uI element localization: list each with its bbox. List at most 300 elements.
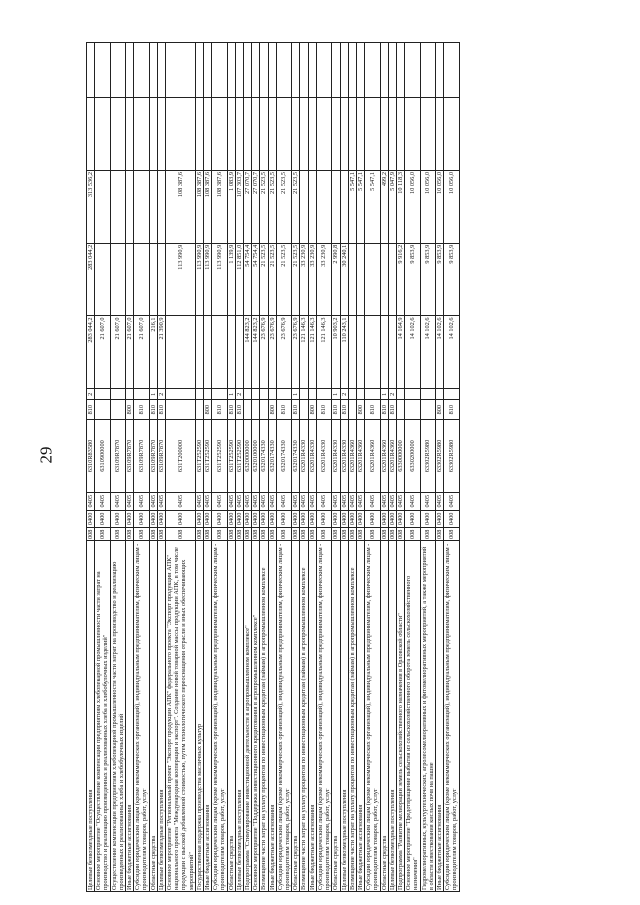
cell-row-name: Целевые безвозмездные поступления <box>157 541 165 892</box>
cell-value-2021: 21 523,5 <box>276 243 291 316</box>
cell-value-col-5 <box>252 98 260 171</box>
cell-value-2022 <box>340 170 348 243</box>
cell-subsection-code: 0405 <box>260 492 268 510</box>
cell-expense-type <box>95 400 110 420</box>
cell-row-name: Целевые безвозмездные поступления <box>340 541 348 892</box>
cell-expense-type: 810 <box>316 400 331 420</box>
cell-expense-type: 810 <box>444 400 459 420</box>
cell-value-2022: 108 387,6 <box>195 170 203 243</box>
cell-value-2020: 110 243,1 <box>340 316 348 389</box>
cell-expense-type: 800 <box>268 400 276 420</box>
cell-subsection-code: 0405 <box>340 492 348 510</box>
cell-ministry-code: 008 <box>356 529 364 539</box>
cell-source-code <box>420 389 435 400</box>
cell-subsection-code: 0405 <box>166 492 196 510</box>
cell-expense-type <box>110 400 125 420</box>
cell-value-col-6 <box>268 43 276 98</box>
cell-expense-type: 800 <box>204 400 212 420</box>
cell-row-name: Иные бюджетные ассигнования <box>356 541 364 892</box>
cell-value-2022: 108 387,6 <box>204 170 212 243</box>
cell-row-name: Субсидии юридическим лицам (кроме некоммерческих организаций), индивидуальным предпринимателям, физическим лицам - производителям товаров, работ, услуг <box>365 541 380 892</box>
cell-section-code: 0400 <box>204 510 212 528</box>
cell-expense-type: 800 <box>356 400 364 420</box>
cell-source-code <box>308 389 316 400</box>
cell-source-code <box>110 389 125 400</box>
cell-source-code <box>405 389 420 400</box>
cell-value-2021 <box>149 243 157 316</box>
cell-value-2021: 2 990,8 <box>332 243 340 316</box>
cell-source-code: 1 <box>149 389 157 400</box>
cell-ministry-code: 008 <box>204 529 212 539</box>
cell-value-2022: 10 056,0 <box>435 170 443 243</box>
cell-value-col-6 <box>252 43 260 98</box>
table-row <box>204 43 212 892</box>
cell-section-code: 0400 <box>166 510 196 528</box>
table-row <box>149 43 157 892</box>
cell-subsection-code: 0405 <box>388 492 396 510</box>
cell-row-name: Возмещение части затрат на уплату процентов по инвестиционным кредитам (займам) в агропромышленном комплексе <box>260 541 268 892</box>
cell-ministry-code: 008 <box>95 528 110 541</box>
cell-value-col-6 <box>348 43 356 98</box>
cell-source-code: 2 <box>388 389 396 400</box>
cell-value-2020: 121 146,3 <box>300 316 308 389</box>
cell-section-code: 0400 <box>340 510 348 528</box>
cell-value-col-5 <box>405 98 420 171</box>
cell-value-col-5 <box>235 98 243 171</box>
table-row <box>300 43 308 892</box>
cell-value-col-6 <box>166 43 196 98</box>
cell-ministry-code: 008 <box>365 528 380 541</box>
cell-value-2021: 21 523,5 <box>268 243 276 316</box>
table-row <box>252 43 260 892</box>
cell-source-code <box>300 389 308 400</box>
cell-section-code: 0400 <box>388 510 396 528</box>
cell-value-2022 <box>300 170 308 243</box>
cell-row-name: Областные средства <box>332 541 340 892</box>
cell-value-col-5 <box>134 98 149 171</box>
cell-subsection-code: 0405 <box>396 492 404 510</box>
cell-value-2022 <box>110 170 125 243</box>
cell-value-col-5 <box>308 98 316 171</box>
cell-source-code: 1 <box>332 389 340 400</box>
table-row <box>235 43 243 892</box>
cell-row-name: Осуществление компенсации предприятиям хлебопекарной промышленности части затрат на производство и реализацию произведенных и реализованных хлеба и хлебобулочных изделий <box>110 541 125 892</box>
cell-target-code: 63201R4360 <box>348 420 356 493</box>
cell-value-2020: 14 102,6 <box>444 316 459 389</box>
cell-value-2020: 144 823,2 <box>244 316 252 389</box>
cell-row-name: Субсидии юридическим лицам (кроме некоммерческих организаций), индивидуальным предпринимателям, физическим лицам - производителям товаров, работ, услуг <box>276 541 291 892</box>
cell-value-2021 <box>110 243 125 316</box>
cell-value-2020 <box>348 316 356 389</box>
cell-value-col-5 <box>110 98 125 171</box>
cell-value-2021: 9 853,9 <box>444 243 459 316</box>
cell-section-code: 0400 <box>95 510 110 528</box>
cell-value-2020: 21 607,0 <box>110 316 125 389</box>
cell-ministry-code: 008 <box>405 528 420 541</box>
cell-target-code: 63109R7870 <box>134 420 149 493</box>
table-row <box>134 43 149 892</box>
cell-ministry-code: 008 <box>126 529 134 539</box>
cell-ministry-code: 008 <box>244 529 252 539</box>
cell-value-col-6 <box>87 43 95 98</box>
cell-expense-type: 810 <box>134 400 149 420</box>
cell-target-code: 631T252590 <box>204 420 212 493</box>
cell-value-2020: 14 102,6 <box>420 316 435 389</box>
cell-value-col-5 <box>204 98 212 171</box>
cell-section-code: 0400 <box>396 510 404 528</box>
cell-target-code: 63201R4330 <box>332 420 340 493</box>
cell-value-2021 <box>126 243 134 316</box>
cell-subsection-code: 0405 <box>380 492 388 510</box>
table-row <box>405 43 420 892</box>
cell-ministry-code: 008 <box>388 529 396 539</box>
cell-section-code: 0400 <box>444 510 459 528</box>
cell-section-code: 0400 <box>380 510 388 528</box>
cell-row-name: Возмещение части затрат на уплату процентов по инвестиционным кредитам (займам) в агропромышленном комплексе <box>348 541 356 892</box>
cell-ministry-code: 008 <box>268 529 276 539</box>
cell-value-col-5 <box>244 98 252 171</box>
table-row <box>365 43 380 892</box>
cell-source-code <box>212 389 227 400</box>
cell-target-code: 63302R5980 <box>444 420 459 493</box>
cell-ministry-code: 008 <box>444 528 459 541</box>
cell-value-2021: 9 853,9 <box>405 243 420 316</box>
cell-target-code: 6320000000 <box>244 420 252 493</box>
cell-target-code: 63201R4360 <box>356 420 364 493</box>
cell-value-col-5 <box>356 98 364 171</box>
cell-value-col-5 <box>276 98 291 171</box>
cell-source-code <box>348 389 356 400</box>
cell-value-col-6 <box>227 43 235 98</box>
cell-value-col-5 <box>300 98 308 171</box>
cell-ministry-code: 008 <box>300 529 308 539</box>
cell-expense-type: 810 <box>340 400 348 420</box>
cell-subsection-code: 0405 <box>244 492 252 510</box>
cell-value-2022 <box>134 170 149 243</box>
cell-value-2021 <box>95 243 110 316</box>
cell-value-col-5 <box>227 98 235 171</box>
cell-section-code: 0400 <box>195 510 203 528</box>
cell-source-code <box>435 389 443 400</box>
cell-source-code: 2 <box>235 389 243 400</box>
cell-value-col-5 <box>95 98 110 171</box>
cell-target-code: 63201R4330 <box>308 420 316 493</box>
cell-source-code <box>195 389 203 400</box>
cell-subsection-code: 0405 <box>252 492 260 510</box>
cell-value-2021: 113 990,9 <box>166 243 196 316</box>
cell-target-code: 63109R7870 <box>110 420 125 493</box>
cell-section-code: 0400 <box>268 510 276 528</box>
table-row <box>380 43 388 892</box>
cell-value-col-5 <box>396 98 404 171</box>
cell-value-2022: 5 547,1 <box>356 170 364 243</box>
cell-value-2021: 113 990,9 <box>204 243 212 316</box>
cell-value-2022: 21 523,5 <box>268 170 276 243</box>
cell-value-2020: 21 607,0 <box>134 316 149 389</box>
cell-value-col-6 <box>300 43 308 98</box>
cell-value-2020 <box>235 316 243 389</box>
cell-expense-type: 810 <box>235 400 243 420</box>
cell-ministry-code: 008 <box>110 528 125 541</box>
table-row <box>244 43 252 892</box>
cell-row-name: Основное мероприятие "Региональный проект "Экспорт продукции АПК" федерального проекта "Экспорт продукции АПК" национального проекта "Международная кооперация и экспорт". Создание новой товарной массы продукции АПК, в том числе продукции с высокой добавленной стоимостью, путем технологического переоснащения отрасли и иных обеспечивающих мероприятий" <box>166 541 196 892</box>
table-row <box>444 43 459 892</box>
cell-ministry-code: 008 <box>380 529 388 539</box>
cell-value-2020: 121 146,3 <box>316 316 331 389</box>
cell-value-col-6 <box>380 43 388 98</box>
cell-row-name: Субсидии юридическим лицам (кроме некоммерческих организаций), индивидуальным предпринимателям, физическим лицам - производителям товаров, работ, услуг <box>444 541 459 892</box>
cell-value-2020: 121 146,3 <box>308 316 316 389</box>
cell-ministry-code: 008 <box>227 529 235 539</box>
cell-row-name: Государственная поддержка производства масличных культур <box>195 541 203 892</box>
cell-row-name: Иные бюджетные ассигнования <box>268 541 276 892</box>
cell-section-code: 0400 <box>244 510 252 528</box>
cell-subsection-code: 0405 <box>157 492 165 510</box>
cell-subsection-code: 0405 <box>276 492 291 510</box>
cell-value-2022: 108 387,6 <box>166 170 196 243</box>
cell-value-col-6 <box>444 43 459 98</box>
cell-value-2022 <box>126 170 134 243</box>
cell-value-2022: 21 523,5 <box>276 170 291 243</box>
cell-row-name: Целевые безвозмездные поступления <box>87 541 95 892</box>
cell-ministry-code: 008 <box>396 529 404 539</box>
cell-value-col-5 <box>157 98 165 171</box>
rotated-table-wrapper <box>86 42 596 892</box>
cell-value-col-6 <box>134 43 149 98</box>
table-row <box>420 43 435 892</box>
cell-subsection-code: 0405 <box>195 492 203 510</box>
cell-row-name: Подпрограмма "Развитие мелиорации земель сельскохозяйственного назначения в Орловской области" <box>396 541 404 892</box>
cell-source-code <box>316 389 331 400</box>
cell-row-name: Целевые безвозмездные поступления <box>388 541 396 892</box>
cell-source-code <box>95 389 110 400</box>
table-row <box>356 43 364 892</box>
cell-value-2020: 10 903,2 <box>332 316 340 389</box>
cell-row-name: Основное мероприятие "Предотвращение выбытия из сельскохозяйственного оборота земель сельскохозяйственного назначения" <box>405 541 420 892</box>
cell-value-col-6 <box>204 43 212 98</box>
cell-expense-type <box>405 400 420 420</box>
cell-value-2021: 33 230,9 <box>300 243 308 316</box>
cell-value-2022: 5 547,1 <box>365 170 380 243</box>
cell-value-2020 <box>227 316 235 389</box>
cell-section-code: 0400 <box>405 510 420 528</box>
cell-value-2022: 21 523,5 <box>260 170 268 243</box>
cell-expense-type <box>260 400 268 420</box>
cell-section-code: 0400 <box>212 510 227 528</box>
cell-value-col-5 <box>380 98 388 171</box>
cell-target-code: 6310900000 <box>95 420 110 493</box>
cell-target-code: 631T252590 <box>195 420 203 493</box>
cell-section-code: 0400 <box>87 510 95 528</box>
cell-target-code: 631T252590 <box>235 420 243 493</box>
cell-value-col-5 <box>388 98 396 171</box>
cell-row-name: Иные бюджетные ассигнования <box>308 541 316 892</box>
cell-target-code: 6330000000 <box>396 420 404 493</box>
cell-value-col-6 <box>308 43 316 98</box>
cell-value-col-6 <box>332 43 340 98</box>
table-row <box>332 43 340 892</box>
cell-source-code <box>166 389 196 400</box>
cell-expense-type: 800 <box>126 400 134 420</box>
cell-value-2020: 14 164,9 <box>396 316 404 389</box>
cell-source-code <box>396 389 404 400</box>
cell-value-col-6 <box>365 43 380 98</box>
cell-value-2021 <box>134 243 149 316</box>
cell-value-2020: 21 607,0 <box>126 316 134 389</box>
table-row <box>87 43 95 892</box>
cell-value-2022 <box>95 170 110 243</box>
cell-expense-type: 810 <box>276 400 291 420</box>
cell-value-2021: 21 523,5 <box>292 243 300 316</box>
cell-value-col-6 <box>396 43 404 98</box>
cell-source-code: 2 <box>340 389 348 400</box>
cell-ministry-code: 008 <box>332 529 340 539</box>
cell-value-2020 <box>166 316 196 389</box>
table-row <box>227 43 235 892</box>
page-number: 29 <box>36 446 56 464</box>
cell-value-col-6 <box>388 43 396 98</box>
cell-value-col-5 <box>195 98 203 171</box>
cell-ministry-code: 008 <box>87 529 94 539</box>
cell-row-name: Иные бюджетные ассигнования <box>435 541 443 892</box>
cell-row-name: Субсидии юридическим лицам (кроме некоммерческих организаций), индивидуальным предпринимателям, физическим лицам - производителям товаров, работ, услуг <box>212 541 227 892</box>
cell-section-code: 0400 <box>157 510 165 528</box>
cell-section-code: 0400 <box>134 510 149 528</box>
cell-source-code <box>134 389 149 400</box>
cell-value-2020: 23 676,9 <box>260 316 268 389</box>
cell-target-code: 6320174330 <box>260 420 268 493</box>
cell-value-2020 <box>380 316 388 389</box>
cell-target-code: 63302R5980 <box>420 420 435 493</box>
cell-target-code: 631T200000 <box>166 420 196 493</box>
cell-subsection-code: 0405 <box>365 492 380 510</box>
cell-target-code: 631T252590 <box>212 420 227 493</box>
cell-value-col-5 <box>166 98 196 171</box>
cell-target-code: 63302R5980 <box>435 420 443 493</box>
cell-source-code <box>260 389 268 400</box>
cell-section-code: 0400 <box>110 510 125 528</box>
cell-expense-type <box>166 400 196 420</box>
cell-section-code: 0400 <box>435 510 443 528</box>
cell-value-col-5 <box>260 98 268 171</box>
table-row <box>195 43 203 892</box>
cell-value-2020 <box>388 316 396 389</box>
cell-subsection-code: 0405 <box>110 492 125 510</box>
cell-value-2020 <box>204 316 212 389</box>
cell-source-code <box>276 389 291 400</box>
cell-value-col-5 <box>435 98 443 171</box>
cell-value-2021: 9 853,9 <box>435 243 443 316</box>
cell-value-col-5 <box>87 98 95 171</box>
cell-value-2021: 1 139,9 <box>227 243 235 316</box>
cell-ministry-code: 008 <box>149 529 157 539</box>
cell-value-2021 <box>348 243 356 316</box>
cell-row-name: Иные бюджетные ассигнования <box>126 541 134 892</box>
cell-subsection-code: 0405 <box>292 492 300 510</box>
cell-subsection-code: 0405 <box>126 492 134 510</box>
cell-value-2021: 113 990,9 <box>195 243 203 316</box>
cell-value-col-6 <box>420 43 435 98</box>
cell-value-col-6 <box>260 43 268 98</box>
cell-ministry-code: 008 <box>316 528 331 541</box>
cell-value-col-5 <box>444 98 459 171</box>
table-row <box>212 43 227 892</box>
cell-value-2021 <box>388 243 396 316</box>
table-row <box>348 43 356 892</box>
cell-value-2020 <box>365 316 380 389</box>
cell-row-name: Областные средства <box>380 541 388 892</box>
cell-value-2020: 283 044,2 <box>87 316 95 389</box>
cell-target-code: 63201R4360 <box>388 420 396 493</box>
cell-section-code: 0400 <box>227 510 235 528</box>
cell-value-col-5 <box>292 98 300 171</box>
cell-subsection-code: 0405 <box>444 492 459 510</box>
cell-value-2022: 21 523,5 <box>292 170 300 243</box>
cell-subsection-code: 0405 <box>235 492 243 510</box>
cell-value-col-6 <box>149 43 157 98</box>
table-row <box>292 43 300 892</box>
cell-value-2021: 54 754,4 <box>252 243 260 316</box>
cell-row-name: Иные бюджетные ассигнования <box>204 541 212 892</box>
cell-value-2021: 21 523,5 <box>260 243 268 316</box>
cell-section-code: 0400 <box>308 510 316 528</box>
cell-section-code: 0400 <box>332 510 340 528</box>
cell-expense-type: 810 <box>227 400 235 420</box>
cell-section-code: 0400 <box>276 510 291 528</box>
cell-expense-type <box>300 400 308 420</box>
cell-ministry-code: 008 <box>260 529 268 539</box>
cell-source-code <box>244 389 252 400</box>
cell-target-code: 63201R4330 <box>340 420 348 493</box>
cell-ministry-code: 008 <box>348 529 356 539</box>
cell-value-2021 <box>356 243 364 316</box>
table-row <box>308 43 316 892</box>
cell-section-code: 0400 <box>292 510 300 528</box>
cell-value-2020: 14 102,6 <box>435 316 443 389</box>
cell-value-col-5 <box>348 98 356 171</box>
cell-row-name: Основное мероприятие "Осуществление компенсации предприятиям хлебопекарной промышленности части затрат на производство и реализацию произведенных и реализованных хлеба и хлебобулочных изделий" <box>95 541 110 892</box>
cell-target-code: 63109R7870 <box>126 420 134 493</box>
cell-value-col-6 <box>95 43 110 98</box>
cell-section-code: 0400 <box>365 510 380 528</box>
cell-value-col-6 <box>405 43 420 98</box>
cell-value-2020: 23 676,9 <box>276 316 291 389</box>
cell-ministry-code: 008 <box>134 528 149 541</box>
cell-value-col-6 <box>157 43 165 98</box>
cell-ministry-code: 008 <box>292 529 300 539</box>
cell-ministry-code: 008 <box>435 529 443 539</box>
cell-value-2022 <box>157 170 165 243</box>
table-row <box>268 43 276 892</box>
cell-source-code: 2 <box>87 389 95 400</box>
cell-expense-type: 810 <box>365 400 380 420</box>
cell-expense-type: 810 <box>388 400 396 420</box>
table-row <box>157 43 165 892</box>
cell-source-code <box>356 389 364 400</box>
cell-source-code <box>252 389 260 400</box>
table-row <box>276 43 291 892</box>
cell-value-col-5 <box>268 98 276 171</box>
cell-source-code: 1 <box>227 389 235 400</box>
cell-value-2021: 9 853,9 <box>420 243 435 316</box>
cell-source-code <box>204 389 212 400</box>
table-row <box>166 43 196 892</box>
cell-section-code: 0400 <box>252 510 260 528</box>
cell-ministry-code: 008 <box>235 529 243 539</box>
cell-value-col-6 <box>195 43 203 98</box>
cell-value-col-5 <box>149 98 157 171</box>
table-row <box>435 43 443 892</box>
